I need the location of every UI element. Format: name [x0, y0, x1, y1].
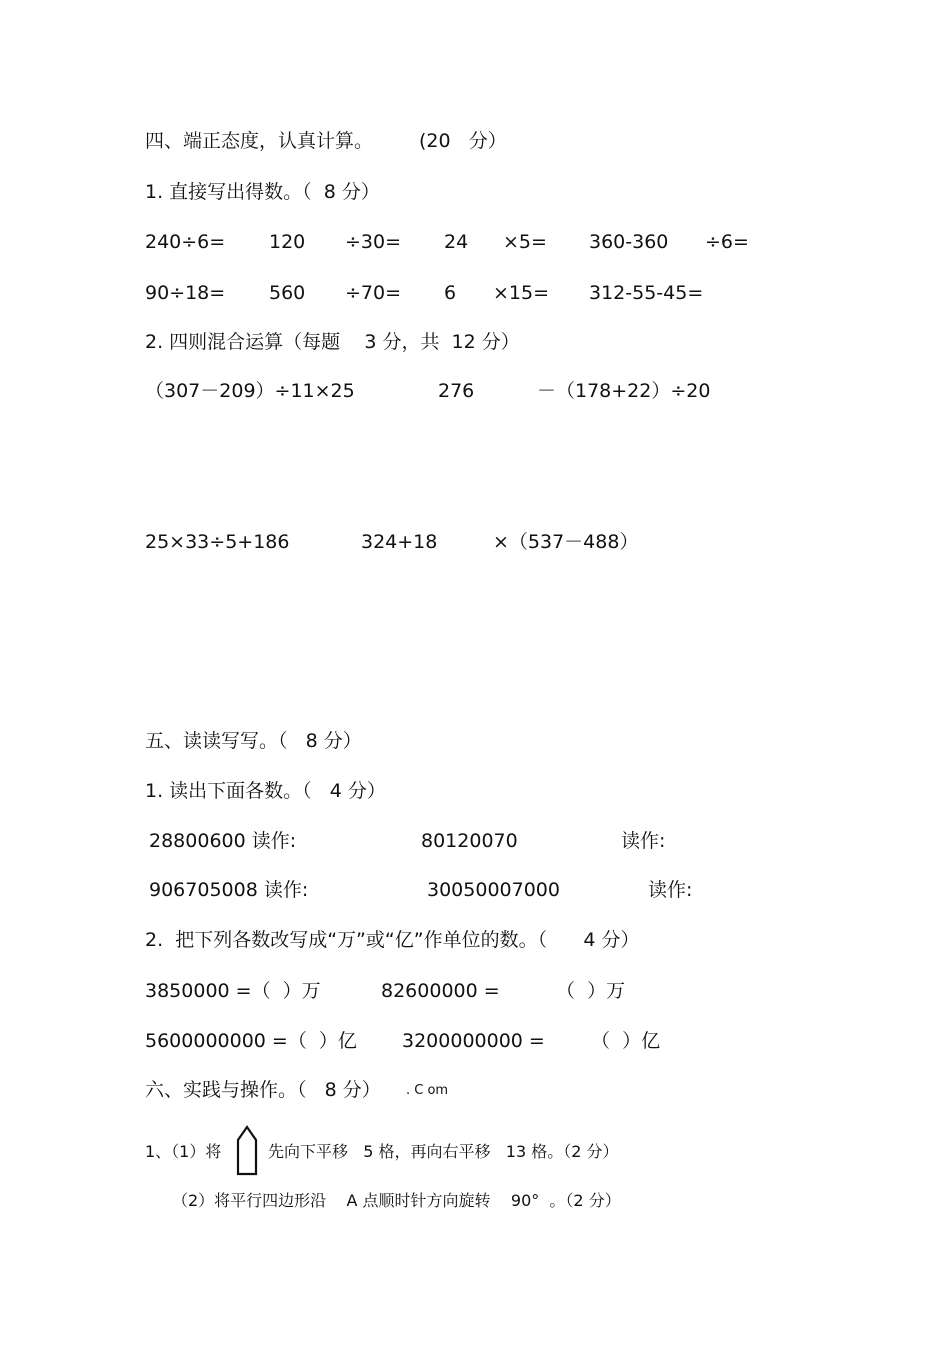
- section5-q1-title: 1. 读出下面各数。（ 4 分）: [145, 780, 386, 802]
- calc-item: 24: [444, 231, 469, 253]
- calc-item: 240÷6=: [145, 231, 226, 253]
- section4-score: (20 分）: [419, 130, 507, 152]
- calc-item: 6: [444, 282, 457, 304]
- read-item: 读作:: [648, 879, 693, 901]
- rewrite-item: （ ）万: [556, 980, 626, 1002]
- mixed-op-item: 276: [438, 380, 475, 402]
- calc-item: 360-360: [589, 231, 669, 253]
- calc-item: ÷30=: [345, 231, 402, 253]
- section6-title: 六、实践与操作。（ 8 分）: [145, 1079, 381, 1101]
- mixed-op-item: －（178+22）÷20: [537, 380, 711, 402]
- read-item: 30050007000: [427, 879, 560, 901]
- section6-q1-suffix: 先向下平移 5 格，再向右平移 13 格。（2 分）: [268, 1142, 619, 1161]
- calc-item: ÷6=: [705, 231, 749, 253]
- section5-title: 五、读读写写。（ 8 分）: [145, 730, 362, 752]
- calc-item: ×15=: [493, 282, 550, 304]
- mixed-op-item: （307－209）÷11×25: [145, 380, 355, 402]
- section4-title: 四、端正态度，认真计算。: [145, 130, 374, 152]
- calc-item: 312-55-45=: [589, 282, 704, 304]
- section5-q2-title: 2. 把下列各数改写成“万”或“亿”作单位的数。（ 4 分）: [145, 929, 640, 951]
- section4-q2-title: 2. 四则混合运算（每题 3 分，共 12 分）: [145, 331, 520, 353]
- rewrite-item: 5600000000 =（ ）亿: [145, 1030, 357, 1052]
- calc-item: ×5=: [503, 231, 547, 253]
- calc-item: ÷70=: [345, 282, 402, 304]
- section4-q1-title: 1. 直接写出得数。（ 8 分）: [145, 181, 380, 203]
- section6-q1-prefix: 1、（1）将: [145, 1142, 222, 1161]
- rewrite-item: 3200000000 =: [402, 1030, 545, 1052]
- rewrite-item: （ ）亿: [591, 1030, 661, 1052]
- mixed-op-item: 324+18: [361, 531, 438, 553]
- read-item: 80120070: [421, 830, 518, 852]
- pentagon-arrow-icon: [235, 1124, 259, 1176]
- rewrite-item: 3850000 =（ ）万: [145, 980, 321, 1002]
- read-item: 906705008 读作:: [149, 879, 309, 901]
- calc-item: 120: [269, 231, 306, 253]
- section6-note: . C om: [406, 1083, 449, 1098]
- mixed-op-item: 25×33÷5+186: [145, 531, 290, 553]
- section6-q2: （2）将平行四边形沿 A 点顺时针方向旋转 90° 。（2 分）: [172, 1191, 621, 1210]
- rewrite-item: 82600000 =: [381, 980, 500, 1002]
- calc-item: 90÷18=: [145, 282, 226, 304]
- read-item: 读作:: [621, 830, 666, 852]
- calc-item: 560: [269, 282, 306, 304]
- read-item: 28800600 读作:: [149, 830, 297, 852]
- mixed-op-item: ×（537－488）: [493, 531, 639, 553]
